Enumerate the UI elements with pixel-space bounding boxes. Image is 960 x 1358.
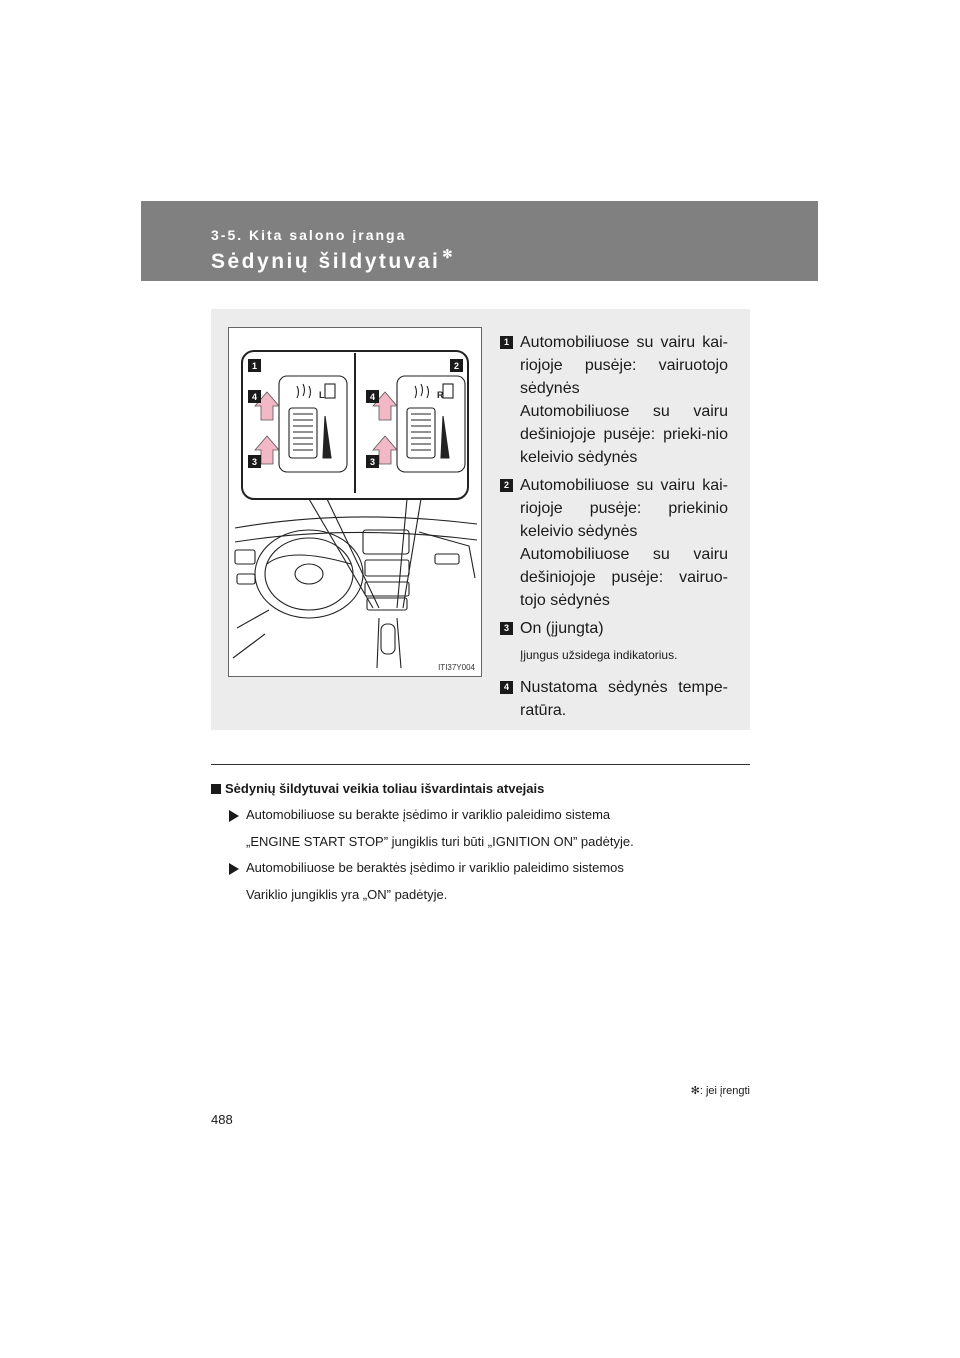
callout-3-right: 3 xyxy=(369,457,376,467)
callout-1: 1 xyxy=(251,361,258,371)
switch-letter-right: R xyxy=(437,390,444,400)
legend-number: 4 xyxy=(500,681,513,694)
illustration-panel xyxy=(211,309,750,730)
page-title-text: Sėdynių šildytuvai xyxy=(211,250,441,273)
legend-number: 2 xyxy=(500,479,513,492)
figure-code: ITI37Y004 xyxy=(438,663,475,672)
legend-note: Įjungus užsidega indikatorius. xyxy=(520,648,678,662)
asterisk-mark: ✻ xyxy=(442,247,455,261)
legend-text: Automobiliuose su vairu kai-riojoje pusėje: vairuotojo sėdynės xyxy=(520,334,728,397)
dashboard-drawing xyxy=(229,328,481,676)
legend-item-4 xyxy=(500,676,728,722)
square-bullet-icon xyxy=(211,784,221,794)
condition-item-1 xyxy=(229,806,749,851)
conditions-title-text: Sėdynių šildytuvai veikia toliau išvardintais atvejais xyxy=(225,781,545,796)
divider xyxy=(211,764,750,765)
page-number: 488 xyxy=(211,1112,233,1127)
legend-item-3 xyxy=(500,617,728,664)
legend-number: 3 xyxy=(500,622,513,635)
legend-text: On (įjungta) xyxy=(520,620,604,637)
conditions-title xyxy=(211,781,544,796)
condition-line-1: Automobiliuose be beraktės įsėdimo ir variklio paleidimo sistemos xyxy=(246,860,624,875)
section-header xyxy=(141,201,818,281)
callout-4-left: 4 xyxy=(251,392,258,402)
seat-heater-illustration xyxy=(228,327,482,677)
section-label: 3-5. Kita salono įranga xyxy=(211,227,407,243)
legend-text-2: Automobiliuose su vairu dešiniojoje pusėje: vairuo-tojo sėdynės xyxy=(520,546,728,609)
legend-text: Nustatoma sėdynės tempe-ratūra. xyxy=(520,679,728,719)
legend-item-1 xyxy=(500,331,728,469)
condition-item-2 xyxy=(229,859,749,904)
legend-number: 1 xyxy=(500,336,513,349)
legend-text: Automobiliuose su vairu kai-riojoje pusėje: priekinio keleivio sėdynės xyxy=(520,477,728,540)
switch-letter-left: L xyxy=(319,390,325,400)
condition-line-2: Variklio jungiklis yra „ON” padėtyje. xyxy=(246,887,448,902)
triangle-bullet-icon xyxy=(229,863,239,875)
triangle-bullet-icon xyxy=(229,810,239,822)
legend xyxy=(500,331,728,727)
condition-line-2: „ENGINE START STOP” jungiklis turi būti „IGNITION ON” padėtyje. xyxy=(246,834,634,849)
condition-line-1: Automobiliuose su berakte įsėdimo ir variklio paleidimo sistema xyxy=(246,807,611,822)
footnote: ✻: jei įrengti xyxy=(690,1085,750,1097)
legend-text-2: Automobiliuose su vairu dešiniojoje pusėje: prieki-nio keleivio sėdynės xyxy=(520,403,728,466)
page-title xyxy=(211,247,455,274)
callout-3-left: 3 xyxy=(251,457,258,467)
callout-2: 2 xyxy=(453,361,460,371)
legend-item-2 xyxy=(500,474,728,612)
callout-4-right: 4 xyxy=(369,392,376,402)
